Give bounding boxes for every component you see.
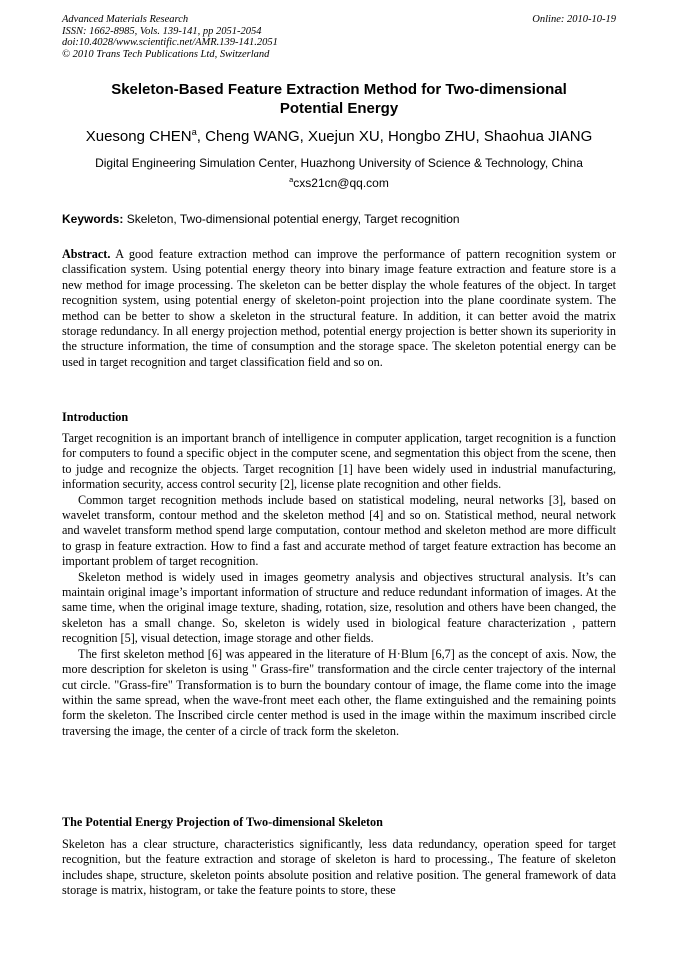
title-line-1: Skeleton-Based Feature Extraction Method for Two-dimensional [111,81,567,98]
pe-paragraph: Skeleton has a clear structure, characteristics significantly, less data redundancy, operation speed for target recognition, but the feature extraction and storage of skeleton is hard to processing., The feature of skeleton includes shape, structure, skeleton points absolute position and relative position. The general framework of data storage is matrix, histogram, or take the feature points to store, these [62,837,616,898]
potential-energy-heading: The Potential Energy Projection of Two-dimensional Skeleton [62,815,383,829]
intro-paragraph: Common target recognition methods include based on statistical modeling, neural networks [3], based on wavelet transform, contour method and the skeleton method [4] and so on. Statistical method, neural network and wavelet transform method spend large computation, contour method and skeleton method are more difficult to grasp in feature extraction. How to find a fast and accurate method of target feature extraction has become an important problem of target recognition. [62,492,616,569]
journal-header [62,14,278,60]
paper-title [62,80,616,118]
email-address: cxs21cn@qq.com [293,176,389,190]
introduction-body [62,431,616,739]
keywords [62,212,616,226]
email-line [62,176,616,190]
potential-energy-body [62,837,616,899]
other-authors: , Cheng WANG, Xuejun XU, Hongbo ZHU, Shaohua JIANG [196,128,593,145]
keywords-text: Skeleton, Two-dimensional potential energy, Target recognition [126,212,460,226]
intro-paragraph: The first skeleton method [6] was appeared in the literature of H·Blum [6,7] as the concept of axis. Now, the more description for skeleton is using " Grass-fire" transformation and the circle center trajectory of the internal cut circle. "Grass-fire" Transformation is to burn the boundary contour of image, the flame come into the image within the same spread, when the wave-front meet each other, the flame extinguished and the remaining points form the skeleton. The Inscribed circle center method is used in the image within the maximum inscribed circle traversing the image, the center of a circle of track form the skeleton. [62,646,616,738]
abstract-label: Abstract. [62,247,111,261]
copyright-line: © 2010 Trans Tech Publications Ltd, Switzerland [62,48,270,60]
doi-line: doi:10.4028/www.scientific.net/AMR.139-141.2051 [62,37,278,48]
online-date: Online: 2010-10-19 [532,14,616,25]
journal-name: Advanced Materials Research [62,14,189,25]
issn-line: ISSN: 1662-8985, Vols. 139-141, pp 2051-2054 [62,25,262,37]
abstract [62,247,616,370]
first-author-sup: a [191,127,197,137]
first-author: Xuesong CHEN [85,128,192,145]
title-line-2: Potential Energy [279,100,399,117]
affiliation: Digital Engineering Simulation Center, Huazhong University of Science & Technology, China [95,156,583,170]
author-list [62,128,616,146]
email-sup: a [289,175,294,184]
intro-paragraph: Skeleton method is widely used in images geometry analysis and objectives structural analysis. It’s can maintain original image’s important information of structure and reduce redundant information of images. At the same time, when the original image texture, shading, rotation, size, resolution and others have been changed, the skeleton has a small change. So, skeleton is widely used in biological feature characterization , pattern recognition [5], visual detection, image storage and other fields. [62,569,616,646]
introduction-heading: Introduction [62,410,129,424]
abstract-text: A good feature extraction method can improve the performance of pattern recognition system or classification system. Using potential energy theory into binary image feature extraction and feature store is a new method for image processing. The skeleton can be better display the whole features of the object. In target recognition system, using potential energy of skeleton-point projection into the plane coordinate system. The method can be better to show a skeleton in the structural feature. In addition, it can better avoid the matrix storage redundancy. In all energy projection method, potential energy projection is better shown its superiority in the structure information, the time of consumption and the storage space. The skeleton potential energy can be used in target recognition and target classification field and so on. [62,247,616,369]
intro-paragraph: Target recognition is an important branch of intelligence in computer application, target recognition is a function for computers to found a specific object in the computer scene, and segmentation this object from the scene, then to judge and recognize the objects. Target recognition [1] have been widely used in industrial manufacturing, information security, access control security [2], license plate recognition and other fields. [62,431,616,492]
keywords-label: Keywords: [62,212,124,226]
